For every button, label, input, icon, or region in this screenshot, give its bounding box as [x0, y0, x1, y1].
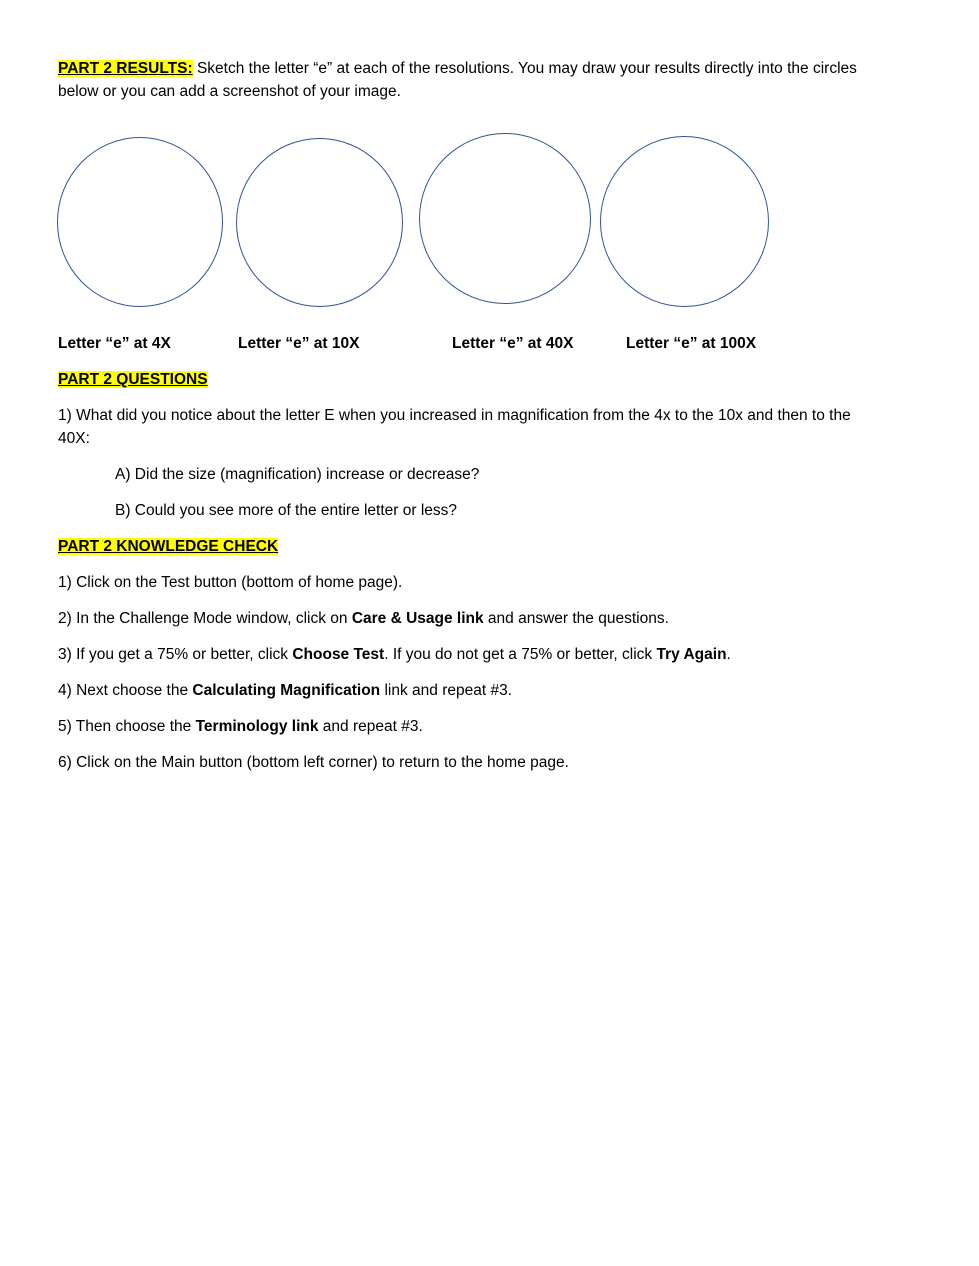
- results-intro-line-2: below or you can add a screenshot of your image.: [58, 83, 401, 100]
- terminology-link-label: Terminology link: [195, 718, 319, 735]
- calculating-magnification-label: Calculating Magnification: [192, 682, 381, 699]
- knowledge-step-4: [58, 680, 512, 702]
- caption-10x: Letter “e” at 10X: [238, 335, 360, 352]
- questions-heading: PART 2 QUESTIONS: [58, 371, 208, 388]
- knowledge-step-2: [58, 608, 669, 630]
- step-5-text-post: and repeat #3.: [318, 718, 423, 735]
- step-3-text-mid: . If you do not get a 75% or better, click: [384, 646, 657, 663]
- results-heading: PART 2 RESULTS:: [58, 60, 193, 77]
- question-1-line-2: 40X:: [58, 430, 90, 447]
- step-2-text-post: and answer the questions.: [483, 610, 669, 627]
- question-1b: B) Could you see more of the entire letter or less?: [115, 502, 458, 519]
- question-1-line-1: 1) What did you notice about the letter E when you increased in magnification from the 4x to the 10x and then to the: [58, 407, 851, 424]
- choose-test-label: Choose Test: [292, 646, 385, 663]
- step-3-text-post: .: [726, 646, 731, 663]
- drawing-circle-4x[interactable]: [57, 137, 223, 307]
- results-intro-line-1: [58, 58, 857, 80]
- step-4-text-pre: 4) Next choose the: [58, 682, 193, 699]
- knowledge-step-3: [58, 644, 731, 666]
- drawing-circle-40x[interactable]: [419, 133, 591, 304]
- drawing-circle-10x[interactable]: [236, 138, 403, 307]
- caption-4x: Letter “e” at 4X: [58, 335, 171, 352]
- caption-40x: Letter “e” at 40X: [452, 335, 574, 352]
- question-1a: A) Did the size (magnification) increase or decrease?: [115, 466, 480, 483]
- knowledge-step-5: [58, 716, 423, 738]
- drawing-circle-100x[interactable]: [600, 136, 769, 307]
- knowledge-heading: PART 2 KNOWLEDGE CHECK: [58, 538, 279, 555]
- step-2-text-pre: 2) In the Challenge Mode window, click on: [58, 610, 352, 627]
- step-4-text-post: link and repeat #3.: [380, 682, 512, 699]
- step-3-text-pre: 3) If you get a 75% or better, click: [58, 646, 293, 663]
- caption-100x: Letter “e” at 100X: [626, 335, 757, 352]
- try-again-label: Try Again: [656, 646, 727, 663]
- questions-heading-line: [58, 369, 208, 391]
- step-5-text-pre: 5) Then choose the: [58, 718, 196, 735]
- results-instruction-text: Sketch the letter “e” at each of the resolutions. You may draw your results directly into the circles: [192, 60, 857, 77]
- knowledge-heading-line: [58, 536, 278, 558]
- knowledge-step-6: 6) Click on the Main button (bottom left corner) to return to the home page.: [58, 754, 569, 771]
- care-usage-link-label: Care & Usage link: [351, 610, 484, 627]
- knowledge-step-1: 1) Click on the Test button (bottom of home page).: [58, 574, 403, 591]
